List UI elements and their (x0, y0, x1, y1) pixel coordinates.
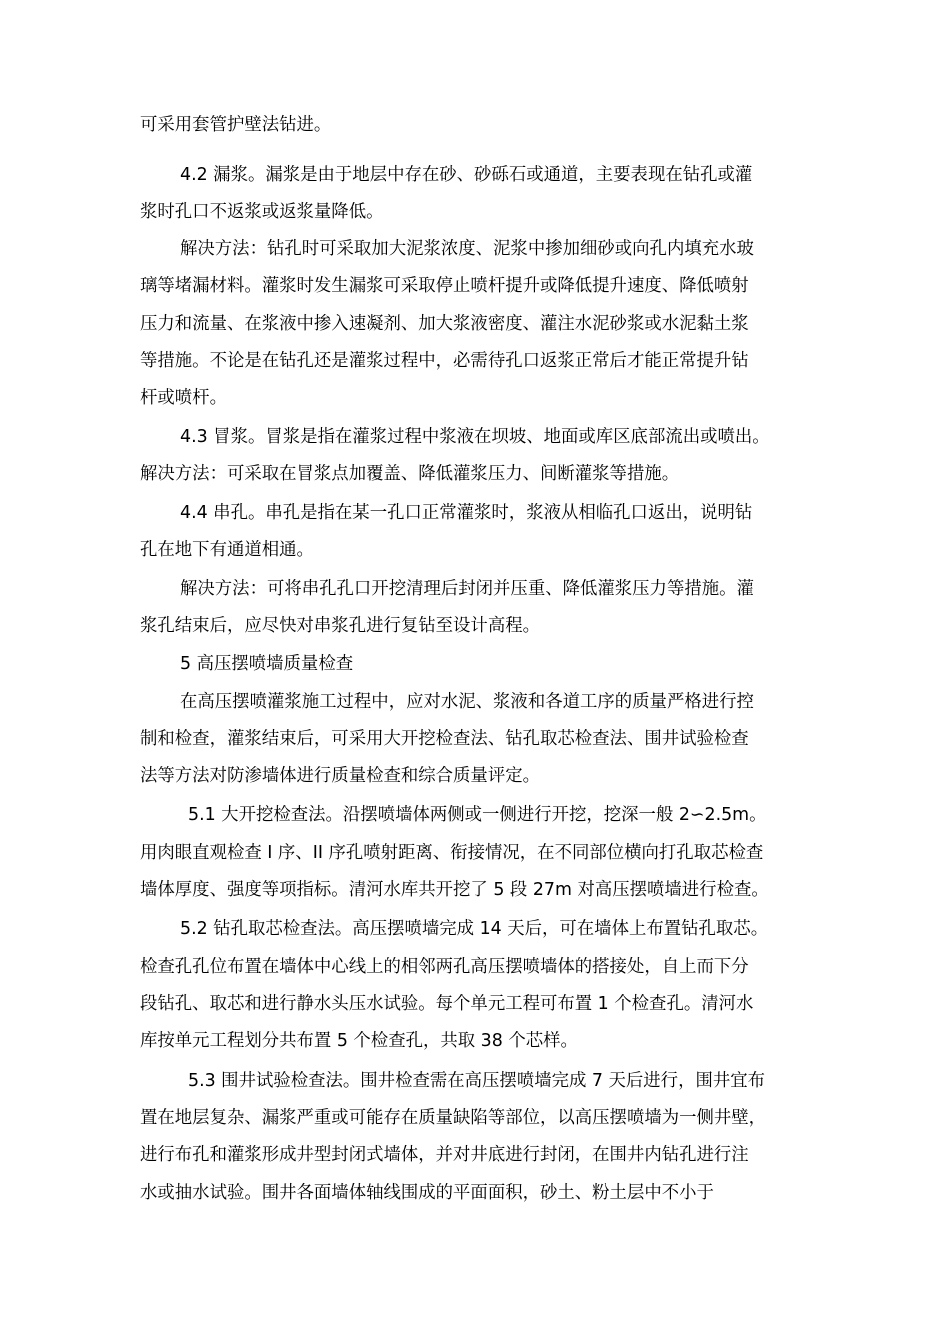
text-line: 进行布孔和灌浆形成井型封闭式墙体，并对井底进行封闭，在围井内钻孔进行注 (140, 1145, 749, 1165)
text-line: 段钻孔、取芯和进行静水头压水试验。每个单元工程可布置 1 个检查孔。清河水 (140, 994, 754, 1014)
text-line: 5.3 围井试验检查法。围井检查需在高压摆喷墙完成 7 天后进行，围井宜布 (188, 1071, 766, 1091)
text-line: 压力和流量、在浆液中掺入速凝剂、加大浆液密度、灌注水泥砂浆或水泥黏土浆 (140, 314, 749, 334)
text-line: 可采用套管护壁法钻进。 (140, 115, 332, 135)
text-line: 等措施。不论是在钻孔还是灌浆过程中，必需待孔口返浆正常后才能正常提升钻 (140, 351, 749, 371)
text-line: 在高压摆喷灌浆施工过程中，应对水泥、浆液和各道工序的质量严格进行控 (180, 692, 754, 712)
text-line: 水或抽水试验。围井各面墙体轴线围成的平面面积，砂土、粉土层中不小于 (140, 1183, 714, 1203)
text-line: 库按单元工程划分共布置 5 个检查孔，共取 38 个芯样。 (140, 1031, 578, 1051)
text-line: 法等方法对防渗墙体进行质量检查和综合质量评定。 (140, 766, 540, 786)
text-line: 4.2 漏浆。漏浆是由于地层中存在砂、砂砾石或通道，主要表现在钻孔或灌 (180, 165, 753, 185)
text-line: 璃等堵漏材料。灌浆时发生漏浆可采取停止喷杆提升或降低提升速度、降低喷射 (140, 276, 749, 296)
text-line: 孔在地下有通道相通。 (140, 540, 314, 560)
text-line: 4.4 串孔。串孔是指在某一孔口正常灌浆时，浆液从相临孔口返出，说明钻 (180, 503, 753, 523)
section-heading: 5 高压摆喷墙质量检查 (180, 654, 354, 674)
text-line: 4.3 冒浆。冒浆是指在灌浆过程中浆液在坝坡、地面或库区底部流出或喷出。 (180, 427, 770, 447)
text-line: 置在地层复杂、漏浆严重或可能存在质量缺陷等部位，以高压摆喷墙为一侧井壁， (140, 1108, 767, 1128)
text-line: 浆孔结束后，应尽快对串浆孔进行复钻至设计高程。 (140, 616, 540, 636)
text-line: 5.2 钻孔取芯检查法。高压摆喷墙完成 14 天后，可在墙体上布置钻孔取芯。 (180, 919, 769, 939)
text-line: 制和检查，灌浆结束后，可采用大开挖检查法、钻孔取芯检查法、围井试验检查 (140, 729, 749, 749)
text-line: 墙体厚度、强度等项指标。清河水库共开挖了 5 段 27m 对高压摆喷墙进行检查。 (140, 880, 769, 900)
text-line: 5.1 大开挖检查法。沿摆喷墙体两侧或一侧进行开挖，挖深一般 2∽2.5m。 (188, 805, 767, 825)
text-line: 解决方法：钻孔时可采取加大泥浆浓度、泥浆中掺加细砂或向孔内填充水玻 (180, 239, 754, 259)
text-line: 解决方法：可将串孔孔口开挖清理后封闭并压重、降低灌浆压力等措施。灌 (180, 579, 754, 599)
text-line: 浆时孔口不返浆或返浆量降低。 (140, 202, 384, 222)
text-line: 检查孔孔位布置在墙体中心线上的相邻两孔高压摆喷墙体的搭接处，自上而下分 (140, 957, 749, 977)
text-line: 用肉眼直观检查 I 序、II 序孔喷射距离、衔接情况，在不同部位横向打孔取芯检查 (140, 843, 764, 863)
text-line: 杆或喷杆。 (140, 388, 227, 408)
text-line: 解决方法：可采取在冒浆点加覆盖、降低灌浆压力、间断灌浆等措施。 (140, 464, 680, 484)
